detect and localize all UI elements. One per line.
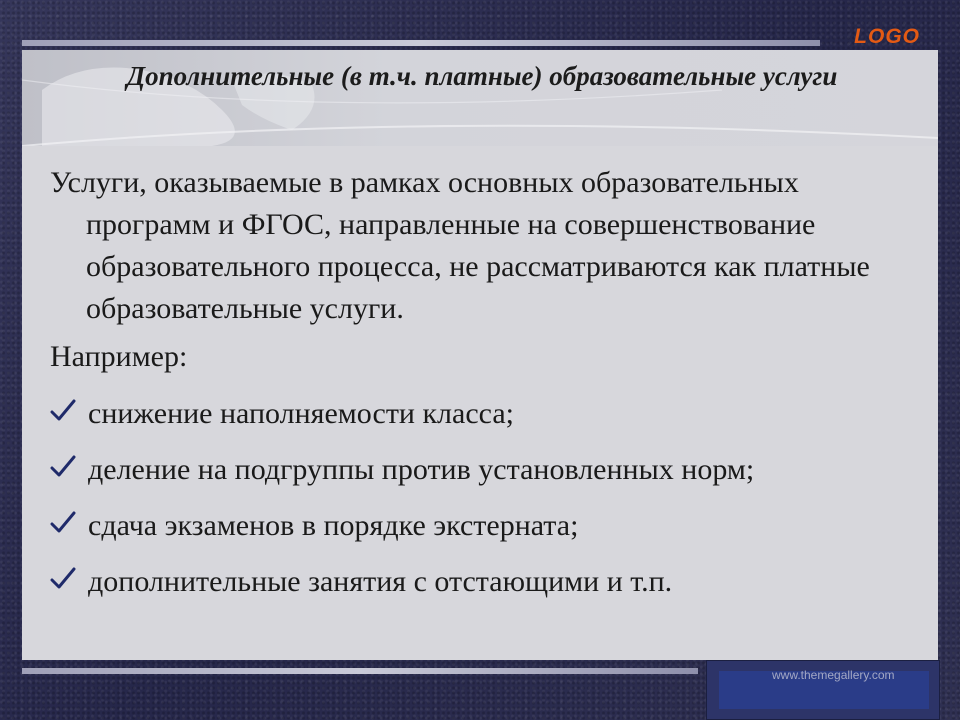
checkmark-icon xyxy=(50,398,76,424)
slide-title: Дополнительные (в т.ч. платные) образовательные услуги xyxy=(126,61,838,91)
logo: LOGO xyxy=(854,25,920,48)
intro-paragraph: Услуги, оказываемые в рамках основных образовательных программ и ФГОС, направленные на совершенствование образовательного процесса, не рассматриваются как платные образовательные услуги. xyxy=(50,166,870,325)
bottom-divider xyxy=(22,668,698,674)
list-item-text: сдача экзаменов в порядке экстерната; xyxy=(88,509,579,542)
slide-body xyxy=(50,162,920,610)
top-divider xyxy=(22,40,820,46)
footer-website: www.themegallery.com xyxy=(772,668,895,682)
checkmark-icon xyxy=(50,454,76,480)
list-item-text: дополнительные занятия с отстающими и т.п. xyxy=(88,565,673,598)
title-band xyxy=(22,50,938,146)
list-item-text: снижение наполняемости класса; xyxy=(88,397,514,430)
checkmark-icon xyxy=(50,510,76,536)
example-label: Например: xyxy=(50,340,188,373)
list-item xyxy=(50,386,920,442)
list-item-text: деление на подгруппы против установленных норм; xyxy=(88,453,755,486)
example-list xyxy=(50,386,920,610)
list-item xyxy=(50,498,920,554)
slide-content-panel xyxy=(22,50,938,660)
list-item xyxy=(50,442,920,498)
checkmark-icon xyxy=(50,566,76,592)
list-item xyxy=(50,554,920,610)
